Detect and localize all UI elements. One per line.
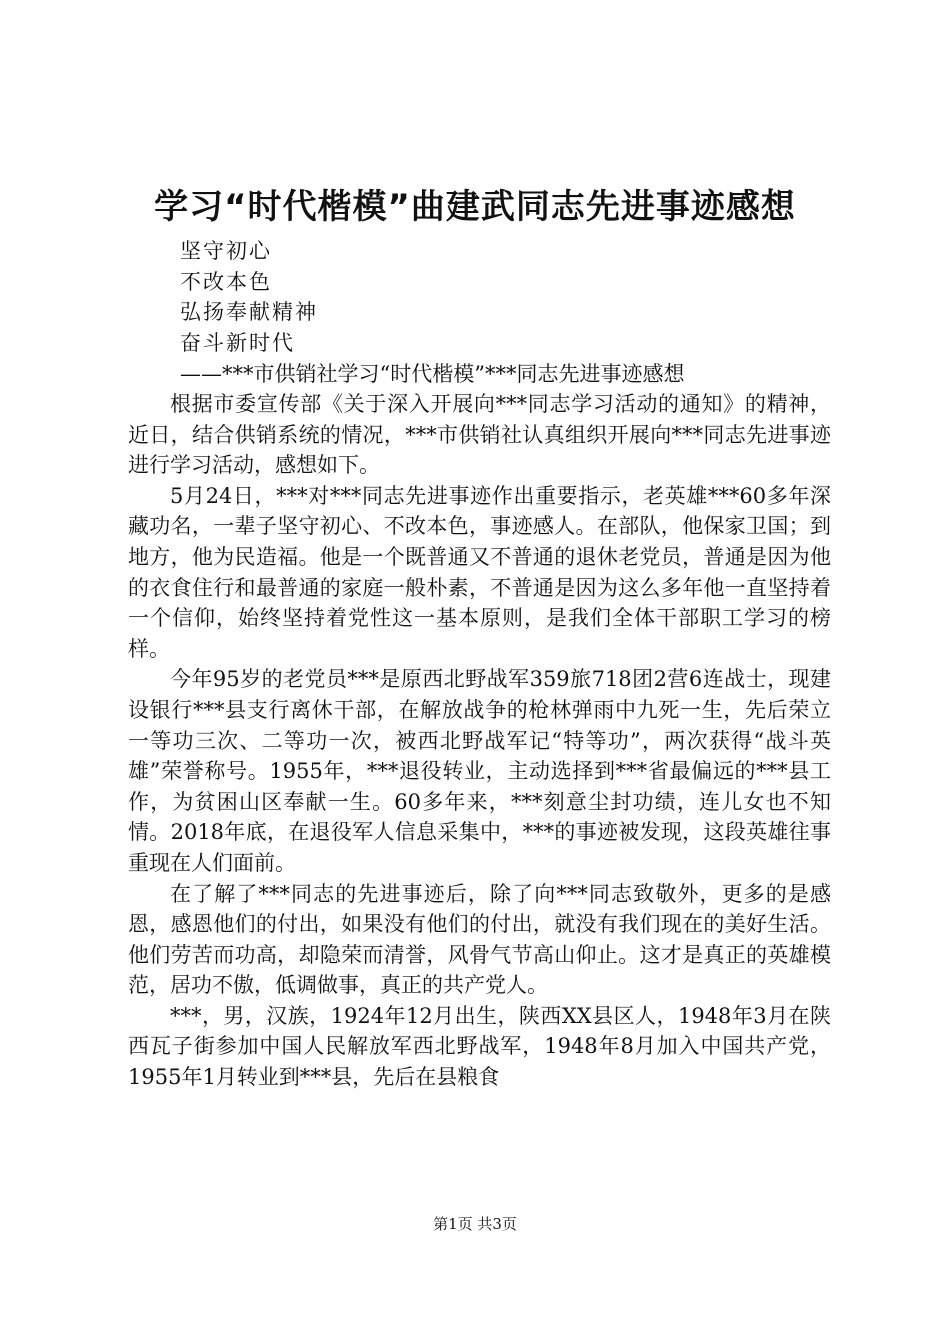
article-body [128,389,831,1093]
slogan-line: 弘扬奉献精神 [180,300,318,325]
paragraph: ***，男，汉族，1924年12月出生，陕西XX县区人，1948年3月在陕西瓦子街参加中国人民解放军西北野战军，1948年8月加入中国共产党，1955年1月转业到***县，先后在县粮食 [128,1003,831,1090]
slogan-line: 坚守初心 [180,239,272,263]
paragraph: 5月24日，***对***同志先进事迹作出重要指示，老英雄***60多年深藏功名，一辈子坚守初心、不改本色，事迹感人。在部队，他保家卫国；到地方，他为民造福。他是一个既普通又不普通的退休老党员，普通是因为他的衣食住行和最普通的家庭一般朴素，不普通是因为这么多年他一直坚持着一个信仰，始终坚持着党性这一基本原则，是我们全体干部职工学习的榜样。 [128,483,831,661]
paragraph: 根据市委宣传部《关于深入开展向***同志学习活动的通知》的精神，近日，结合供销系统的情况，***市供销社认真组织开展向***同志先进事迹进行学习活动，感想如下。 [128,392,831,478]
page-number: 第1页 共3页 [433,1215,517,1233]
slogan-stanza [180,236,318,359]
slogan-line: 奋斗新时代 [180,331,295,356]
paragraph: 在了解了***同志的先进事迹后，除了向***同志致敬外，更多的是感恩，感恩他们的付出，如果没有他们的付出，就没有我们现在的美好生活。他们劳苦而功高，却隐荣而清誉，风骨气节高山仰止。这才是真正的英雄模范，居功不傲，低调做事，真正的共产党人。 [128,881,831,998]
slogan-line: 不改本色 [180,269,272,294]
paragraph: 今年95岁的老党员***是原西北野战军359旅718团2营6连战士，现建设银行***县支行离休干部，在解放战争的枪林弹雨中九死一生，先后荣立一等功三次、二等功一次，被西北野战军记“特等功”，两次获得“战斗英雄”荣誉称号。1955年，***退役转业，主动选择到***省最偏远的***县工作，为贫困山区奉献一生。60多年来，***刻意尘封功绩，连儿女也不知情。2018年底，在退役军人信息采集中，***的事迹被发现，这段英雄往事重现在人们面前。 [128,667,831,875]
byline: ——***市供销社学习“时代楷模”***同志先进事迹感想 [180,362,685,386]
document-title: 学习“时代楷模”曲建武同志先进事迹感想 [154,187,796,227]
